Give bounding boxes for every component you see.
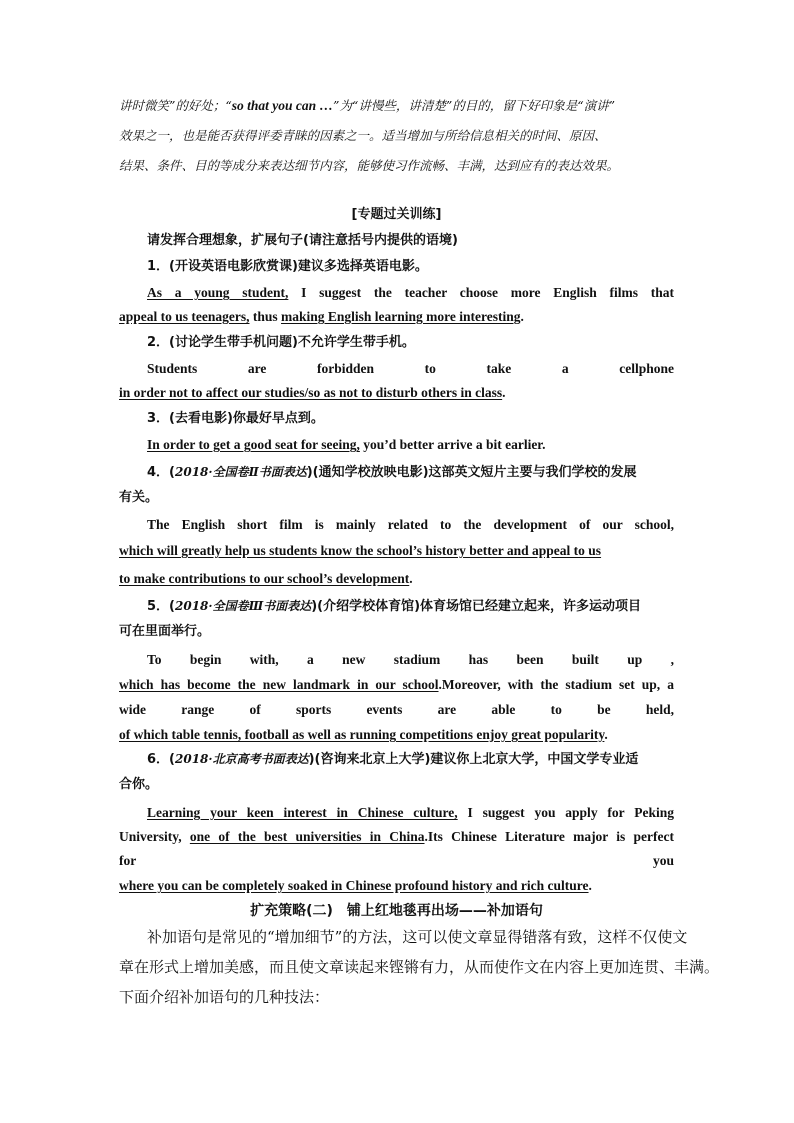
answer-5-line-1: To begin with, a new stadium has been built up , [147,652,674,667]
strategy-paragraph-line-3: 下面介绍补加语句的几种技法： [119,988,330,1006]
answer-underlined: of which table tennis, football as well as running competitions enjoy great popularity [119,727,605,742]
answer-4-line-3 [119,570,674,588]
answer-2-line-1: Students are forbidden to take a cellphone [147,361,674,376]
answer-1-line-1 [147,284,674,302]
answer-text: you’d better arrive a bit earlier. [359,437,546,452]
answer-3 [147,436,674,454]
answer-underlined: which has become the new landmark in our school [119,677,439,692]
answer-6-line-4 [119,877,674,895]
question-4 [147,463,674,482]
question-text: )(介绍学校体育馆)体育场馆已经建立起来，许多运动项目 [311,599,642,614]
question-number: 4．( [147,465,175,480]
answer-6-line-3: for you [119,853,674,868]
question-6 [147,750,674,769]
answer-underlined: Learning your keen interest in Chinese culture, [147,805,458,820]
question-text: )(咨询来北京上大学)建议你上北京大学，中国文学专业适 [308,752,639,767]
strategy-title: 扩充策略(二) 铺上红地毯再出场——补加语句 [250,903,543,919]
intro-english: so that you can … [231,98,334,113]
answer-text: . [588,878,592,893]
question-source: 2018·北京高考书面表达 [175,752,309,766]
question-2: 2．(讨论学生带手机问题)不允许学生带手机。 [147,335,415,350]
answer-2-line-2 [119,384,674,402]
answer-underlined: where you can be completely soaked in Chinese profound history and rich culture [119,878,589,893]
question-source: 2018·全国卷Ⅲ书面表达 [175,599,312,613]
answer-5-line-4 [119,726,674,744]
answer-text: .Moreover, with the stadium set up, a [438,677,674,692]
question-6-line-2: 合你。 [119,777,159,792]
intro-text: ”为“讲慢些，讲清楚”的目的，留下好印象是“演讲” [333,98,615,113]
answer-6-line-1 [147,804,674,822]
answer-text: . [520,309,524,324]
question-3: 3．(去看电影)你最好早点到。 [147,411,324,426]
answer-1-line-2 [119,308,674,326]
question-5 [147,597,674,616]
answer-5-line-3: wide range of sports events are able to be held, [119,702,674,717]
section-title: [专题过关训练] [351,207,442,222]
strategy-paragraph-line-2: 章在形式上增加美感，而且使文章读起来铿锵有力，从而使作文在内容上更加连贯、丰满。 [119,958,720,976]
instruction: 请发挥合理想象，扩展句子(请注意括号内提供的语境) [147,233,458,248]
answer-text: thus [249,309,282,324]
question-text: )(通知学校放映电影)这部英文短片主要与我们学校的发展 [306,465,637,480]
question-source: 2018·全国卷Ⅱ书面表达 [175,465,307,479]
answer-text: . [409,571,413,586]
answer-4-line-1: The English short film is mainly related to the development of our school, [147,517,674,532]
answer-underlined: As a young student, [147,285,289,300]
answer-text: University, [119,829,190,844]
intro-text: 讲时微笑”的好处；“ [119,98,232,113]
answer-underlined: In order to get a good seat for seeing, [147,437,360,452]
answer-6-line-2 [119,828,674,846]
answer-underlined: to make contributions to our school’s development [119,571,410,586]
intro-line-1 [119,97,674,115]
answer-underlined: appeal to us teenagers, [119,309,250,324]
answer-5-line-2 [119,676,674,694]
question-1: 1．(开设英语电影欣赏课)建议多选择英语电影。 [147,259,428,274]
answer-underlined: making English learning more interesting [281,309,521,324]
answer-4-line-2 [119,542,674,560]
answer-text: I suggest you apply for Peking [457,805,674,820]
intro-line-2: 效果之一，也是能否获得评委青睐的因素之一。适当增加与所给信息相关的时间、原因、 [119,128,607,143]
question-4-line-2: 有关。 [119,490,159,505]
answer-text: .Its Chinese Literature major is perfect [424,829,674,844]
question-5-line-2: 可在里面举行。 [119,624,211,639]
answer-text: . [604,727,608,742]
question-number: 5．( [147,599,175,614]
strategy-paragraph-line-1: 补加语句是常见的“增加细节”的方法，这可以使文章显得错落有致，这样不仅使文 [147,928,688,946]
answer-underlined: which will greatly help us students know the school’s history better and appeal to us [119,543,602,558]
answer-text: I suggest the teacher choose more English films that [288,285,675,300]
answer-text: . [502,385,506,400]
question-number: 6．( [147,752,175,767]
intro-line-3: 结果、条件、目的等成分来表达细节内容，能够使习作流畅、丰满，达到应有的表达效果。 [119,158,620,173]
answer-underlined: in order not to affect our studies/so as not to disturb others in class [119,385,503,400]
answer-underlined: one of the best universities in China [189,829,425,844]
